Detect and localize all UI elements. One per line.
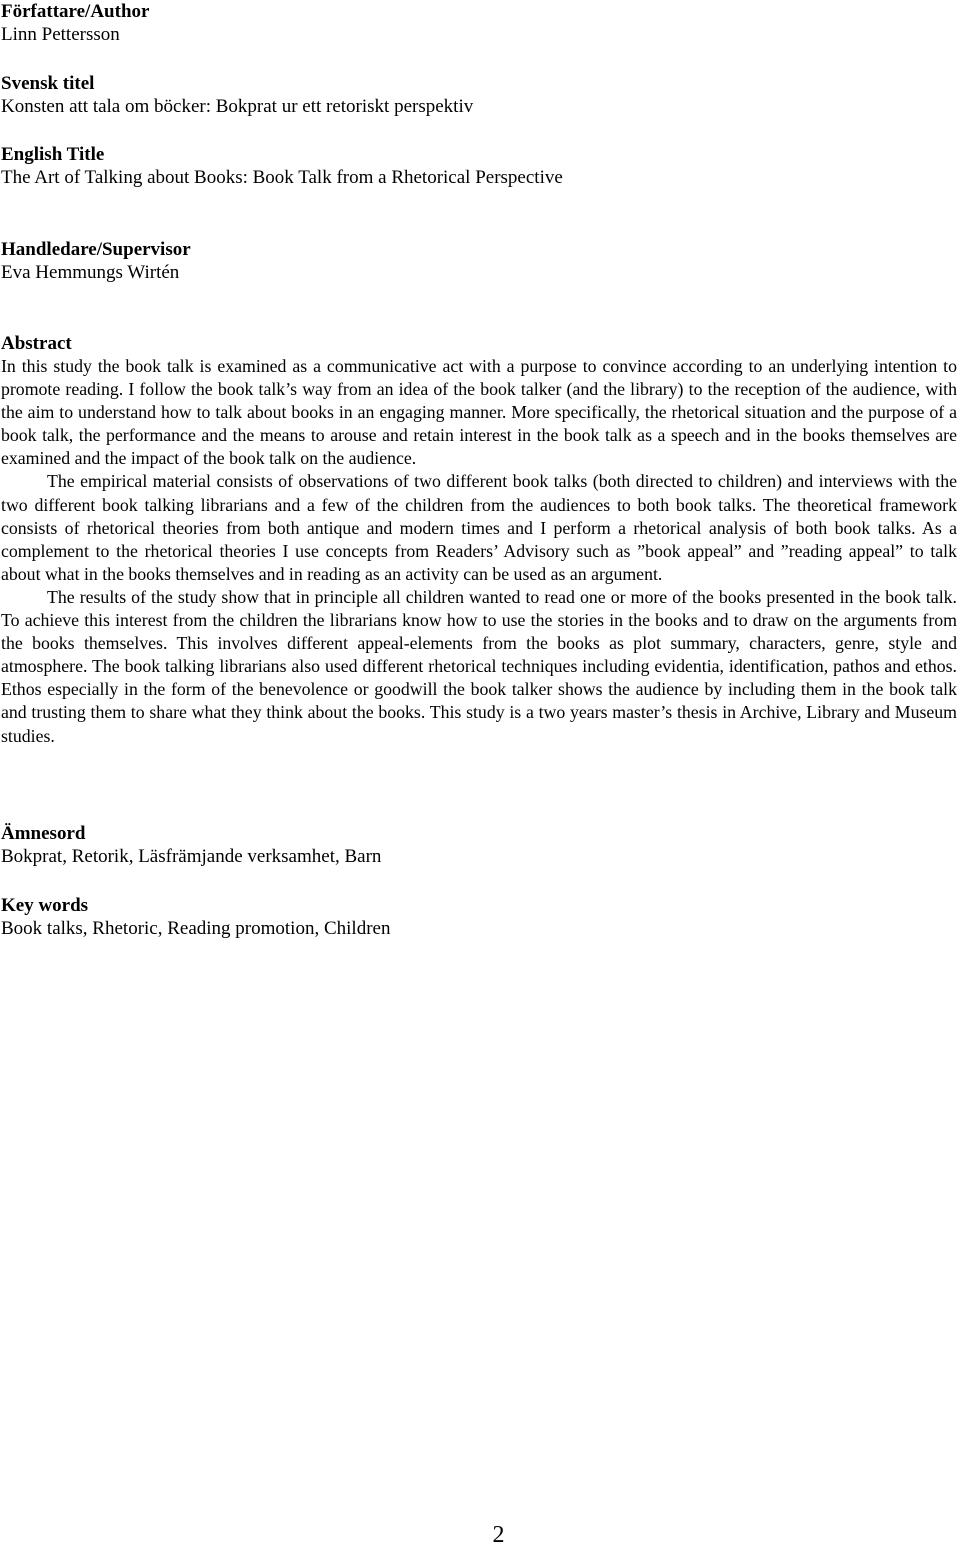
abstract-paragraph: The results of the study show that in principle all children wanted to read one or more of the books presented in the book talk. To achieve this interest from the children the librarians know how to use the stories in the books and to draw on the arguments from the books themselves. This involves different appeal-elements from the books as plot summary, characters, genre, style and atmosphere. The book talking librarians also used different rhetorical techniques including evidentia, identification, pathos and ethos. Ethos especially in the form of the benevolence or goodwill the book talker shows the audience by including them in the book talk and trusting them to share what they think about the books. This study is a two years master’s thesis in Archive, Library and Museum studies.	[1, 586, 957, 746]
subject-terms-value: Bokprat, Retorik, Läsfrämjande verksamhet, Barn	[1, 846, 382, 867]
supervisor-section	[1, 238, 957, 284]
swedish-title-section	[1, 72, 957, 118]
supervisor-name: Eva Hemmungs Wirtén	[1, 262, 180, 283]
author-heading: Författare/Author	[1, 1, 150, 22]
author-name: Linn Pettersson	[1, 24, 120, 45]
page-number: 2	[492, 1522, 505, 1548]
english-title-value: The Art of Talking about Books: Book Talk from a Rhetorical Perspective	[1, 167, 563, 188]
abstract-section	[1, 332, 957, 748]
author-section	[1, 0, 957, 46]
keywords-value: Book talks, Rhetoric, Reading promotion, Children	[1, 918, 391, 939]
keywords-heading: Key words	[1, 895, 89, 916]
abstract-heading: Abstract	[1, 333, 72, 354]
keywords-section	[1, 894, 957, 940]
swedish-title-value: Konsten att tala om böcker: Bokprat ur ett retoriskt perspektiv	[1, 96, 474, 117]
supervisor-heading: Handledare/Supervisor	[1, 239, 191, 260]
abstract-paragraph: The empirical material consists of observations of two different book talks (both directed to children) and interviews with the two different book talking librarians and a few of the children from the audiences to both book talks. The theoretical framework consists of rhetorical theories from both antique and modern times and I perform a rhetorical analysis of both book talks. As a complement to the rhetorical theories I use concepts from Readers’ Advisory such as ”book appeal” and ”reading appeal” to talk about what in the books themselves and in reading as an activity can be used as an argument.	[1, 471, 957, 584]
english-title-heading: English Title	[1, 144, 105, 165]
english-title-section	[1, 143, 957, 189]
subject-terms-section	[1, 822, 957, 868]
abstract-paragraph: In this study the book talk is examined as a communicative act with a purpose to convince according to an underlying intention to promote reading. I follow the book talk’s way from an idea of the book talker (and the library) to the reception of the audience, with the aim to understand how to talk about books in an engaging manner. More specifically, the rhetorical situation and the purpose of a book talk, the performance and the means to arouse and retain interest in the book talk as a speech and in the books themselves are examined and the impact of the book talk on the audience.	[1, 356, 957, 469]
swedish-title-heading: Svensk titel	[1, 73, 95, 94]
subject-terms-heading: Ämnesord	[1, 823, 86, 844]
